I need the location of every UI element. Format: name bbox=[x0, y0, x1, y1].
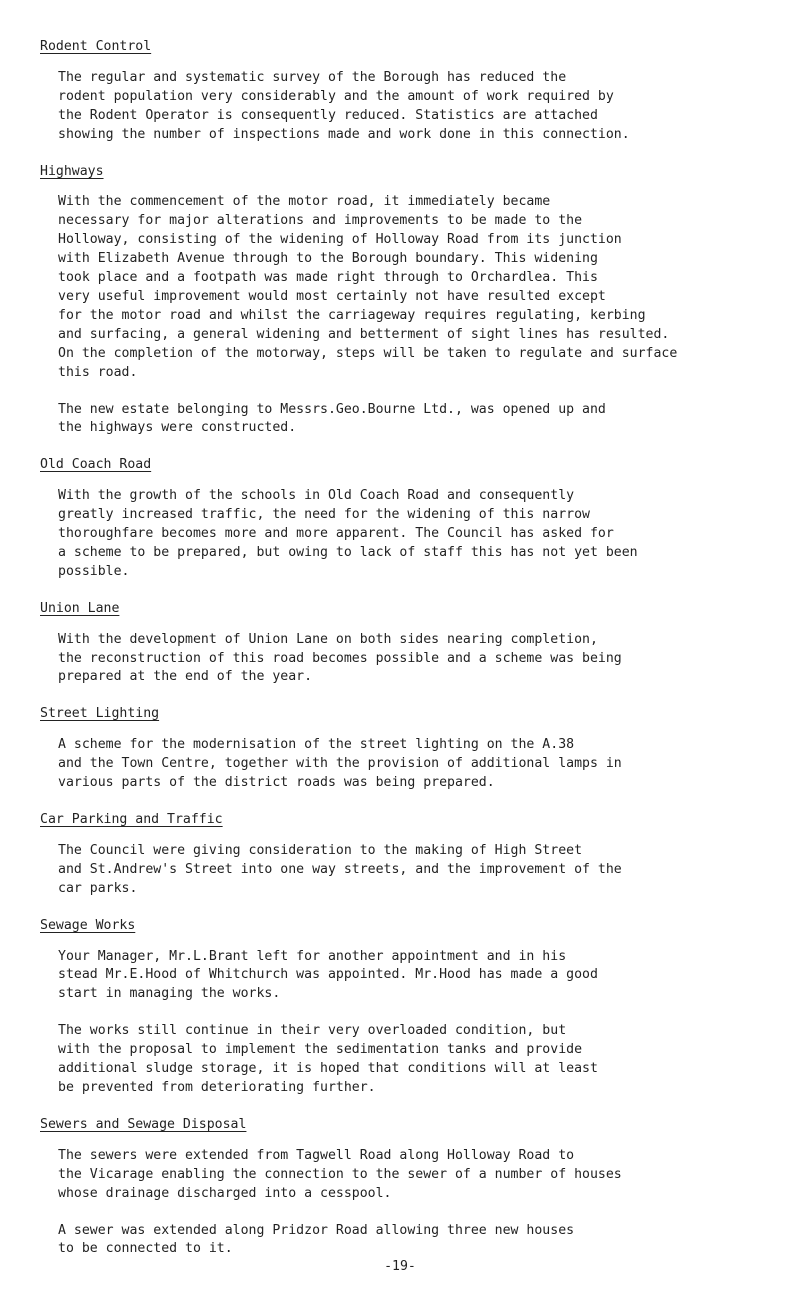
section bbox=[40, 38, 800, 145]
text-line: The new estate belonging to Messrs.Geo.Bourne Ltd., was opened up and bbox=[58, 401, 606, 417]
paragraph bbox=[58, 193, 800, 382]
section-heading: Rodent Control bbox=[40, 39, 152, 54]
text-line: various parts of the district roads was being prepared. bbox=[58, 775, 495, 791]
section bbox=[40, 600, 800, 688]
section-heading: Car Parking and Traffic bbox=[40, 812, 223, 827]
text-line: possible. bbox=[58, 563, 130, 579]
text-line: greatly increased traffic, the need for the widening of this narrow bbox=[58, 507, 590, 523]
text-line: with the proposal to implement the sedimentation tanks and provide bbox=[58, 1042, 583, 1058]
text-line: and St.Andrew's Street into one way streets, and the improvement of the bbox=[58, 861, 622, 877]
text-line: showing the number of inspections made and work done in this connection. bbox=[58, 126, 630, 142]
text-line: and the Town Centre, together with the provision of additional lamps in bbox=[58, 756, 622, 772]
section bbox=[40, 1116, 800, 1259]
section bbox=[40, 705, 800, 793]
text-line: be prevented from deteriorating further. bbox=[58, 1079, 376, 1095]
text-line: On the completion of the motorway, steps will be taken to regulate and surface bbox=[58, 345, 678, 361]
text-line: A sewer was extended along Pridzor Road allowing three new houses bbox=[58, 1222, 575, 1238]
text-line: with Elizabeth Avenue through to the Borough boundary. This widening bbox=[58, 251, 598, 267]
paragraph bbox=[58, 948, 800, 1005]
text-line: stead Mr.E.Hood of Whitchurch was appointed. Mr.Hood has made a good bbox=[58, 967, 598, 983]
section-heading: Highways bbox=[40, 163, 104, 179]
paragraph bbox=[58, 487, 800, 582]
paragraph bbox=[58, 69, 800, 145]
section-heading: Union Lane bbox=[40, 600, 120, 616]
text-line: Holloway, consisting of the widening of Holloway Road from its junction bbox=[58, 232, 622, 248]
text-line: took place and a footpath was made right through to Orchardlea. This bbox=[58, 270, 598, 286]
paragraph bbox=[58, 842, 800, 899]
text-line: whose drainage discharged into a cesspool. bbox=[58, 1185, 392, 1201]
section-heading: Street Lighting bbox=[40, 706, 160, 722]
page-number: -19- bbox=[384, 1259, 416, 1274]
text-line: the reconstruction of this road becomes possible and a scheme was being bbox=[58, 650, 622, 666]
text-line: the Rodent Operator is consequently reduced. Statistics are attached bbox=[58, 107, 598, 123]
section-heading: Old Coach Road bbox=[40, 457, 152, 473]
text-line: prepared at the end of the year. bbox=[58, 669, 313, 685]
document-page bbox=[40, 38, 800, 1277]
text-line: With the growth of the schools in Old Coach Road and consequently bbox=[58, 488, 575, 504]
section bbox=[40, 456, 800, 581]
section bbox=[40, 811, 800, 899]
text-line: The regular and systematic survey of the Borough has reduced the bbox=[58, 69, 567, 85]
section bbox=[40, 917, 800, 1098]
paragraph bbox=[58, 631, 800, 688]
text-line: start in managing the works. bbox=[58, 986, 281, 1002]
text-line: and surfacing, a general widening and betterment of sight lines has resulted. bbox=[58, 326, 670, 342]
section-heading: Sewage Works bbox=[40, 917, 136, 933]
paragraph bbox=[58, 1022, 800, 1098]
paragraph bbox=[58, 1222, 800, 1260]
text-line: the Vicarage enabling the connection to the sewer of a number of houses bbox=[58, 1166, 622, 1182]
text-line: necessary for major alterations and improvements to be made to the bbox=[58, 213, 583, 229]
text-line: thoroughfare becomes more and more apparent. The Council has asked for bbox=[58, 526, 614, 542]
text-line: to be connected to it. bbox=[58, 1241, 233, 1257]
text-line: car parks. bbox=[58, 880, 138, 896]
text-line: A scheme for the modernisation of the street lighting on the A.38 bbox=[58, 737, 575, 753]
text-line: a scheme to be prepared, but owing to lack of staff this has not yet been bbox=[58, 544, 638, 560]
text-line: for the motor road and whilst the carriageway requires regulating, kerbing bbox=[58, 307, 646, 323]
section-heading: Sewers and Sewage Disposal bbox=[40, 1116, 247, 1132]
text-line: the highways were constructed. bbox=[58, 420, 297, 436]
text-line: The works still continue in their very overloaded condition, but bbox=[58, 1023, 567, 1039]
paragraph bbox=[58, 401, 800, 439]
text-line: Your Manager, Mr.L.Brant left for another appointment and in his bbox=[58, 948, 567, 964]
text-line: With the development of Union Lane on both sides nearing completion, bbox=[58, 631, 598, 647]
text-line: rodent population very considerably and the amount of work required by bbox=[58, 88, 614, 104]
text-line: additional sludge storage, it is hoped that conditions will at least bbox=[58, 1061, 598, 1077]
text-line: The Council were giving consideration to the making of High Street bbox=[58, 842, 583, 858]
text-line: very useful improvement would most certainly not have resulted except bbox=[58, 288, 606, 304]
section bbox=[40, 163, 800, 439]
text-line: With the commencement of the motor road, it immediately became bbox=[58, 194, 551, 210]
paragraph bbox=[58, 1147, 800, 1204]
text-line: this road. bbox=[58, 364, 138, 380]
paragraph bbox=[58, 736, 800, 793]
text-line: The sewers were extended from Tagwell Road along Holloway Road to bbox=[58, 1147, 575, 1163]
